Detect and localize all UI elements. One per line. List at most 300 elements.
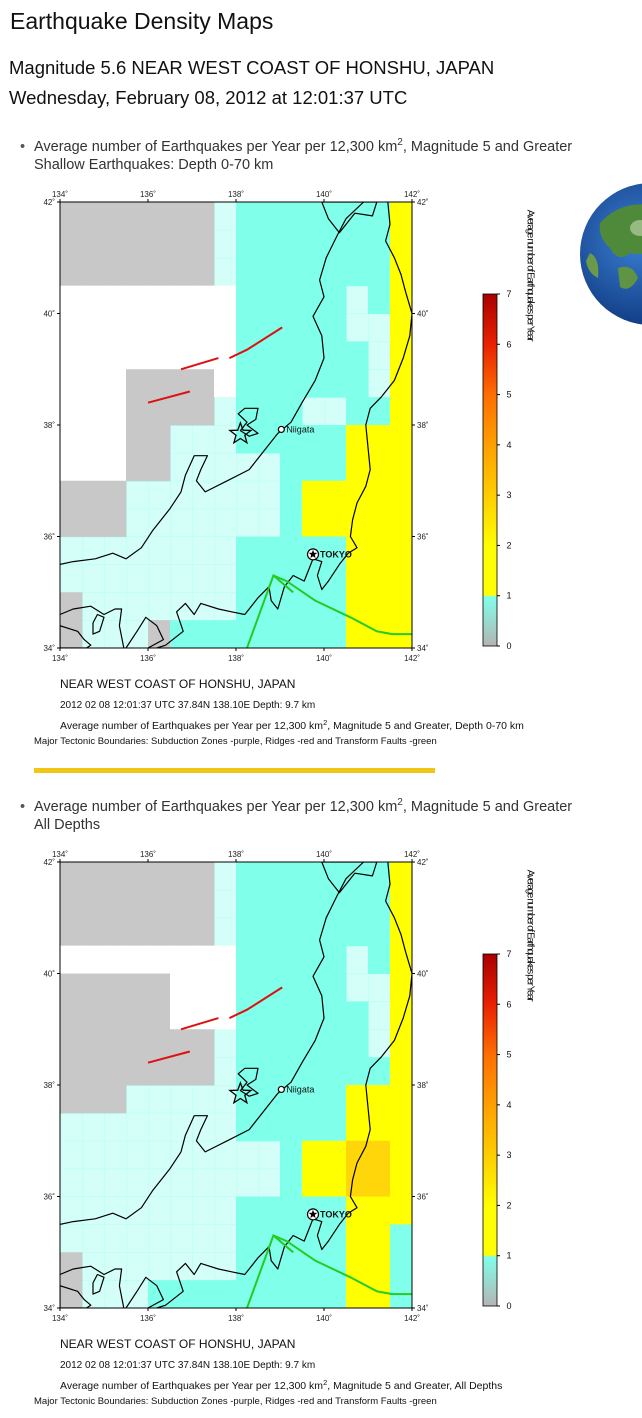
density-cell	[104, 592, 127, 620]
density-cell	[346, 1224, 369, 1252]
density-cell	[82, 1224, 105, 1252]
density-cell	[258, 453, 281, 481]
lat-label-right: 36˚	[417, 1192, 429, 1202]
density-cell	[104, 1001, 127, 1029]
density-cell	[324, 397, 347, 425]
lat-label-left: 34˚	[43, 644, 55, 653]
density-cell	[258, 1113, 281, 1141]
density-cell	[104, 1113, 127, 1141]
caption-desc-text: Average number of Earthquakes per Year per 12,300 km	[60, 720, 324, 732]
density-cell	[126, 564, 149, 592]
city-marker	[278, 426, 284, 432]
map-1-subheading: Shallow Earthquakes: Depth 0-70 km	[34, 157, 274, 173]
density-cell	[214, 537, 237, 565]
density-cell	[214, 230, 237, 258]
density-cell	[390, 286, 413, 314]
density-cell	[368, 1001, 391, 1029]
density-cell	[258, 1001, 281, 1029]
density-cell	[346, 1085, 369, 1113]
density-cell	[236, 258, 259, 286]
colorbar-tick-label: 6	[506, 339, 512, 350]
density-cell	[258, 258, 281, 286]
density-cell	[192, 425, 215, 453]
density-cell	[148, 202, 171, 230]
density-cell	[302, 397, 325, 425]
density-cell	[368, 425, 391, 453]
density-cell	[236, 369, 259, 397]
density-cell	[192, 1141, 215, 1169]
density-cell	[280, 369, 303, 397]
density-cell	[82, 286, 105, 314]
density-cell	[126, 425, 149, 453]
density-cell	[104, 369, 127, 397]
density-cell	[368, 397, 391, 425]
lat-label-left: 42˚	[43, 858, 55, 867]
density-cell	[214, 862, 237, 890]
caption-desc-text: Average number of Earthquakes per Year per 12,300 km	[60, 1380, 324, 1392]
density-cell	[192, 537, 215, 565]
density-cell	[346, 481, 369, 509]
density-cell	[346, 1169, 369, 1197]
density-cell	[82, 1085, 105, 1113]
section-divider	[34, 768, 435, 773]
city-label: Niigata	[286, 1084, 315, 1095]
caption-description	[60, 1378, 502, 1392]
density-cell	[104, 890, 127, 918]
density-cell	[324, 314, 347, 342]
density-cell	[258, 425, 281, 453]
density-cell	[302, 1141, 325, 1169]
density-cell	[192, 1197, 215, 1225]
density-cell	[280, 1001, 303, 1029]
density-cell	[104, 946, 127, 974]
lon-label-top: 142˚	[403, 190, 421, 199]
density-cell	[170, 397, 193, 425]
lon-label-bottom: 140˚	[315, 654, 333, 663]
density-cell	[60, 564, 83, 592]
density-cell	[126, 258, 149, 286]
density-cell	[390, 1141, 413, 1169]
density-cell	[192, 1224, 215, 1252]
density-cell	[192, 918, 215, 946]
density-cell	[148, 1029, 171, 1057]
density-cell	[280, 509, 303, 537]
density-cell	[148, 453, 171, 481]
density-cell	[192, 369, 215, 397]
density-cell	[324, 1029, 347, 1057]
density-cell	[390, 453, 413, 481]
density-cell	[258, 918, 281, 946]
lon-label-bottom: 142˚	[403, 1314, 421, 1323]
density-cell	[302, 918, 325, 946]
density-cell	[170, 481, 193, 509]
density-cell	[60, 592, 83, 620]
lat-label-right: 38˚	[417, 1081, 429, 1090]
density-cell	[236, 202, 259, 230]
lat-label-left: 38˚	[43, 421, 55, 430]
density-cell	[170, 564, 193, 592]
density-cell	[368, 1057, 391, 1085]
density-cell	[324, 369, 347, 397]
density-cell	[302, 1252, 325, 1280]
density-cell	[104, 1057, 127, 1085]
density-cell	[258, 946, 281, 974]
density-cell	[214, 397, 237, 425]
lon-label-bottom: 138˚	[227, 1314, 245, 1323]
density-cell	[82, 369, 105, 397]
colorbar-tick-label: 1	[506, 590, 512, 601]
density-cell	[192, 286, 215, 314]
density-cell	[214, 620, 237, 648]
density-cell	[148, 230, 171, 258]
density-cell	[258, 1141, 281, 1169]
density-cell	[324, 1113, 347, 1141]
density-cell	[302, 286, 325, 314]
density-cell	[192, 230, 215, 258]
caption-description	[60, 718, 524, 732]
density-cell	[60, 1113, 83, 1141]
density-cell	[368, 341, 391, 369]
density-cell	[258, 974, 281, 1002]
density-cell	[126, 481, 149, 509]
density-cell	[236, 1197, 259, 1225]
density-cell	[192, 258, 215, 286]
density-map-shallow	[0, 190, 642, 750]
density-cell	[60, 946, 83, 974]
caption-event: 2012 02 08 12:01:37 UTC 37.84N 138.10E Depth: 9.7 km	[60, 700, 316, 711]
density-cell	[214, 1029, 237, 1057]
density-cell	[192, 1113, 215, 1141]
density-cell	[214, 286, 237, 314]
density-cell	[82, 1057, 105, 1085]
density-cell	[258, 890, 281, 918]
density-cell	[324, 1057, 347, 1085]
density-cell	[324, 1280, 347, 1308]
density-cell	[148, 1085, 171, 1113]
density-cell	[60, 286, 83, 314]
lat-label-left: 36˚	[43, 532, 55, 542]
density-cell	[126, 1141, 149, 1169]
density-cell	[390, 341, 413, 369]
density-cell	[258, 1029, 281, 1057]
density-cell	[214, 425, 237, 453]
density-cell	[148, 946, 171, 974]
colorbar-gradient	[483, 954, 497, 1306]
density-cell	[236, 564, 259, 592]
density-cell	[346, 1029, 369, 1057]
lon-label-top: 134˚	[51, 850, 69, 859]
density-cell	[302, 509, 325, 537]
city-marker	[278, 1086, 284, 1092]
density-cell	[104, 453, 127, 481]
density-cell	[324, 1085, 347, 1113]
density-cell	[346, 397, 369, 425]
colorbar-tick-label: 3	[506, 490, 512, 501]
density-cell	[170, 1001, 193, 1029]
lat-label-right: 40˚	[417, 309, 429, 319]
density-cell	[258, 1197, 281, 1225]
density-cell	[148, 286, 171, 314]
density-cell	[126, 1280, 149, 1308]
density-cell	[368, 258, 391, 286]
density-cell	[192, 946, 215, 974]
density-cell	[170, 918, 193, 946]
density-cell	[236, 1252, 259, 1280]
density-cell	[390, 537, 413, 565]
density-cell	[60, 509, 83, 537]
lon-label-top: 134˚	[51, 190, 69, 199]
density-cell	[60, 453, 83, 481]
density-cell	[170, 862, 193, 890]
density-cell	[126, 974, 149, 1002]
density-cell	[324, 918, 347, 946]
density-cell	[104, 481, 127, 509]
density-cell	[148, 890, 171, 918]
density-cell	[324, 509, 347, 537]
density-cell	[258, 1169, 281, 1197]
density-cell	[60, 1141, 83, 1169]
density-cell	[82, 1029, 105, 1057]
density-cell	[82, 918, 105, 946]
density-cell	[368, 974, 391, 1002]
density-cell	[302, 1113, 325, 1141]
density-cell	[236, 592, 259, 620]
page-title: Earthquake Density Maps	[10, 8, 274, 34]
density-cell	[390, 1252, 413, 1280]
density-cell	[82, 1001, 105, 1029]
density-cell	[324, 974, 347, 1002]
density-cell	[390, 890, 413, 918]
density-cell	[280, 1169, 303, 1197]
bullet-icon: •	[20, 799, 26, 815]
lon-label-top: 142˚	[403, 850, 421, 859]
density-cell	[346, 425, 369, 453]
density-cell	[302, 592, 325, 620]
density-cell	[280, 1280, 303, 1308]
density-cell	[104, 1197, 127, 1225]
density-cell	[390, 1029, 413, 1057]
density-cell	[390, 946, 413, 974]
density-cell	[104, 230, 127, 258]
density-cell	[280, 230, 303, 258]
density-cell	[280, 1252, 303, 1280]
city-label: Niigata	[286, 424, 315, 435]
density-cell	[170, 286, 193, 314]
density-cell	[346, 946, 369, 974]
colorbar-tick-label: 3	[506, 1150, 512, 1161]
density-cell	[258, 1280, 281, 1308]
density-cell	[236, 946, 259, 974]
density-cell	[258, 202, 281, 230]
density-cell	[192, 1169, 215, 1197]
density-cell	[302, 1169, 325, 1197]
density-cell	[258, 397, 281, 425]
density-cell	[82, 425, 105, 453]
density-cell	[126, 1029, 149, 1057]
density-cell	[60, 481, 83, 509]
density-cell	[82, 481, 105, 509]
density-cell	[368, 509, 391, 537]
density-cell	[346, 369, 369, 397]
caption-tectonic: Major Tectonic Boundaries: Subduction Zones -purple, Ridges -red and Transform Faults -green	[34, 736, 437, 747]
density-cell	[148, 425, 171, 453]
density-cell	[236, 918, 259, 946]
density-cell	[82, 946, 105, 974]
density-cell	[82, 974, 105, 1002]
city-label: TOKYO	[320, 549, 352, 560]
colorbar-tick-label: 1	[506, 1250, 512, 1261]
density-cell	[368, 592, 391, 620]
colorbar	[483, 210, 536, 651]
density-cell	[368, 1141, 391, 1169]
density-cell	[126, 620, 149, 648]
density-cell	[192, 397, 215, 425]
density-cell	[148, 918, 171, 946]
density-cell	[170, 202, 193, 230]
density-cell	[148, 481, 171, 509]
density-cell	[192, 481, 215, 509]
caption-desc-sup: 2	[323, 1378, 328, 1387]
density-cell	[214, 509, 237, 537]
density-cell	[324, 1001, 347, 1029]
density-cell	[192, 620, 215, 648]
density-cell	[280, 202, 303, 230]
density-cell	[390, 481, 413, 509]
density-cell	[280, 918, 303, 946]
density-cell	[368, 369, 391, 397]
density-cell	[368, 481, 391, 509]
density-cell	[258, 620, 281, 648]
density-cell	[346, 509, 369, 537]
density-cell	[82, 202, 105, 230]
density-cell	[368, 564, 391, 592]
map-2-heading-sup: 2	[397, 797, 403, 809]
density-cell	[214, 258, 237, 286]
caption-desc-tail: , Magnitude 5 and Greater, All Depths	[327, 1380, 503, 1392]
density-cell	[148, 1001, 171, 1029]
density-cell	[82, 1169, 105, 1197]
density-cell	[214, 481, 237, 509]
density-cell	[170, 341, 193, 369]
density-cell	[82, 509, 105, 537]
density-cell	[214, 1141, 237, 1169]
density-cell	[324, 564, 347, 592]
colorbar-label: Average number of Earthquakes per Year	[524, 869, 536, 1001]
colorbar-tick-label: 7	[506, 289, 512, 299]
density-cell	[280, 890, 303, 918]
density-cell	[236, 1224, 259, 1252]
event-date: Wednesday, February 08, 2012 at 12:01:37 UTC	[9, 87, 408, 108]
density-cell	[104, 258, 127, 286]
density-cell	[302, 890, 325, 918]
density-cell	[60, 425, 83, 453]
density-cell	[346, 341, 369, 369]
density-cell	[82, 862, 105, 890]
density-cell	[170, 1197, 193, 1225]
density-cell	[192, 862, 215, 890]
density-cell	[192, 453, 215, 481]
density-cell	[104, 314, 127, 342]
density-cell	[126, 1224, 149, 1252]
density-cell	[214, 890, 237, 918]
density-cell	[170, 1085, 193, 1113]
density-cell	[192, 1085, 215, 1113]
density-cell	[390, 1001, 413, 1029]
density-cell	[346, 453, 369, 481]
density-cell	[236, 862, 259, 890]
density-cell	[214, 1280, 237, 1308]
density-cell	[346, 1057, 369, 1085]
density-cell	[126, 1169, 149, 1197]
density-cell	[126, 369, 149, 397]
density-cell	[280, 946, 303, 974]
density-cell	[368, 1085, 391, 1113]
density-cell	[368, 1252, 391, 1280]
density-cell	[60, 341, 83, 369]
density-cell	[390, 564, 413, 592]
colorbar-tick-label: 2	[506, 540, 512, 551]
density-cell	[258, 286, 281, 314]
density-cell	[368, 1169, 391, 1197]
density-cell	[280, 258, 303, 286]
map-2-heading-text: Average number of Earthquakes per Year per 12,300 km	[34, 799, 398, 815]
lat-label-right: 34˚	[417, 644, 429, 653]
density-cell	[214, 946, 237, 974]
density-cell	[280, 974, 303, 1002]
density-cell	[60, 974, 83, 1002]
colorbar-gradient	[483, 294, 497, 646]
density-cell	[390, 1085, 413, 1113]
density-cell	[236, 453, 259, 481]
density-cell	[148, 1252, 171, 1280]
density-cell	[346, 1001, 369, 1029]
density-cell	[148, 1113, 171, 1141]
density-cell	[126, 1252, 149, 1280]
density-cell	[192, 890, 215, 918]
density-cell	[104, 1029, 127, 1057]
density-cell	[390, 1169, 413, 1197]
density-cell	[104, 425, 127, 453]
density-cell	[346, 258, 369, 286]
density-cell	[60, 1224, 83, 1252]
density-cell	[148, 258, 171, 286]
density-cell	[104, 918, 127, 946]
lat-label-left: 38˚	[43, 1081, 55, 1090]
density-cell	[214, 1169, 237, 1197]
density-cell	[368, 1224, 391, 1252]
density-cell	[126, 592, 149, 620]
lat-label-left: 40˚	[43, 309, 55, 319]
density-cell	[390, 1057, 413, 1085]
lat-label-right: 42˚	[417, 858, 429, 867]
density-cell	[214, 1252, 237, 1280]
density-cell	[192, 202, 215, 230]
density-cell	[280, 1029, 303, 1057]
density-cell	[82, 1113, 105, 1141]
colorbar-label: Average number of Earthquakes per Year	[524, 209, 536, 341]
density-cell	[258, 1085, 281, 1113]
density-cell	[82, 1141, 105, 1169]
density-cell	[126, 918, 149, 946]
lat-label-right: 36˚	[417, 532, 429, 542]
density-cell	[126, 509, 149, 537]
density-cell	[126, 1085, 149, 1113]
density-cell	[170, 230, 193, 258]
city-label: TOKYO	[320, 1209, 352, 1220]
density-cell	[236, 974, 259, 1002]
density-cell	[60, 1169, 83, 1197]
density-cell	[368, 1197, 391, 1225]
